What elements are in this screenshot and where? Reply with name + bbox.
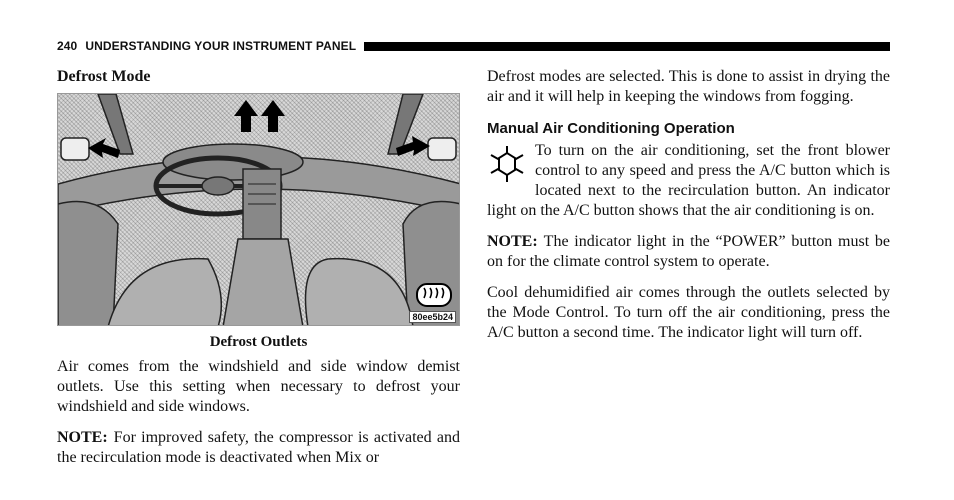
page-number: 240	[57, 39, 78, 53]
page-header	[57, 38, 890, 54]
right-column	[487, 67, 890, 354]
snowflake-icon	[487, 143, 527, 185]
ac-block	[487, 141, 890, 221]
note-text: For improved safety, the compressor is activated and the recirculation mode is deactivated when Mix or	[57, 429, 460, 466]
subsection-title: Manual Air Conditioning Operation	[487, 120, 735, 137]
figure-code: 80ee5b24	[409, 311, 456, 323]
dashboard-illustration	[57, 93, 460, 326]
header-title: UNDERSTANDING YOUR INSTRUMENT PANEL	[85, 39, 357, 53]
figure-caption: Defrost Outlets	[209, 334, 308, 350]
dashboard-drawing	[58, 94, 460, 326]
note-paragraph	[487, 232, 890, 272]
note-paragraph	[57, 428, 460, 468]
left-column	[57, 67, 460, 479]
note-label: NOTE:	[57, 429, 108, 446]
header-rule	[364, 42, 890, 51]
paragraph: Air comes from the windshield and side window demist outlets. Use this setting when necessary to defrost your windshield and side windows.	[57, 358, 460, 415]
note-text: The indicator light in the “POWER” button must be on for the climate control system to operate.	[487, 233, 890, 270]
paragraph: Cool dehumidified air comes through the outlets selected by the Mode Control. To turn off the air conditioning, press the A/C button a second time. The indicator light will turn off.	[487, 284, 890, 341]
note-label: NOTE:	[487, 233, 538, 250]
rear-defrost-icon	[417, 284, 451, 306]
paragraph: Defrost modes are selected. This is done to assist in drying the air and it will help in keeping the windows from fogging.	[487, 68, 890, 105]
ac-paragraph: To turn on the air conditioning, set the front blower control to any speed and press the A/C button which is located next to the recirculation button. An indicator light on the A/C button shows that the air conditioning is on.	[487, 142, 890, 219]
section-title: Defrost Mode	[57, 68, 151, 85]
